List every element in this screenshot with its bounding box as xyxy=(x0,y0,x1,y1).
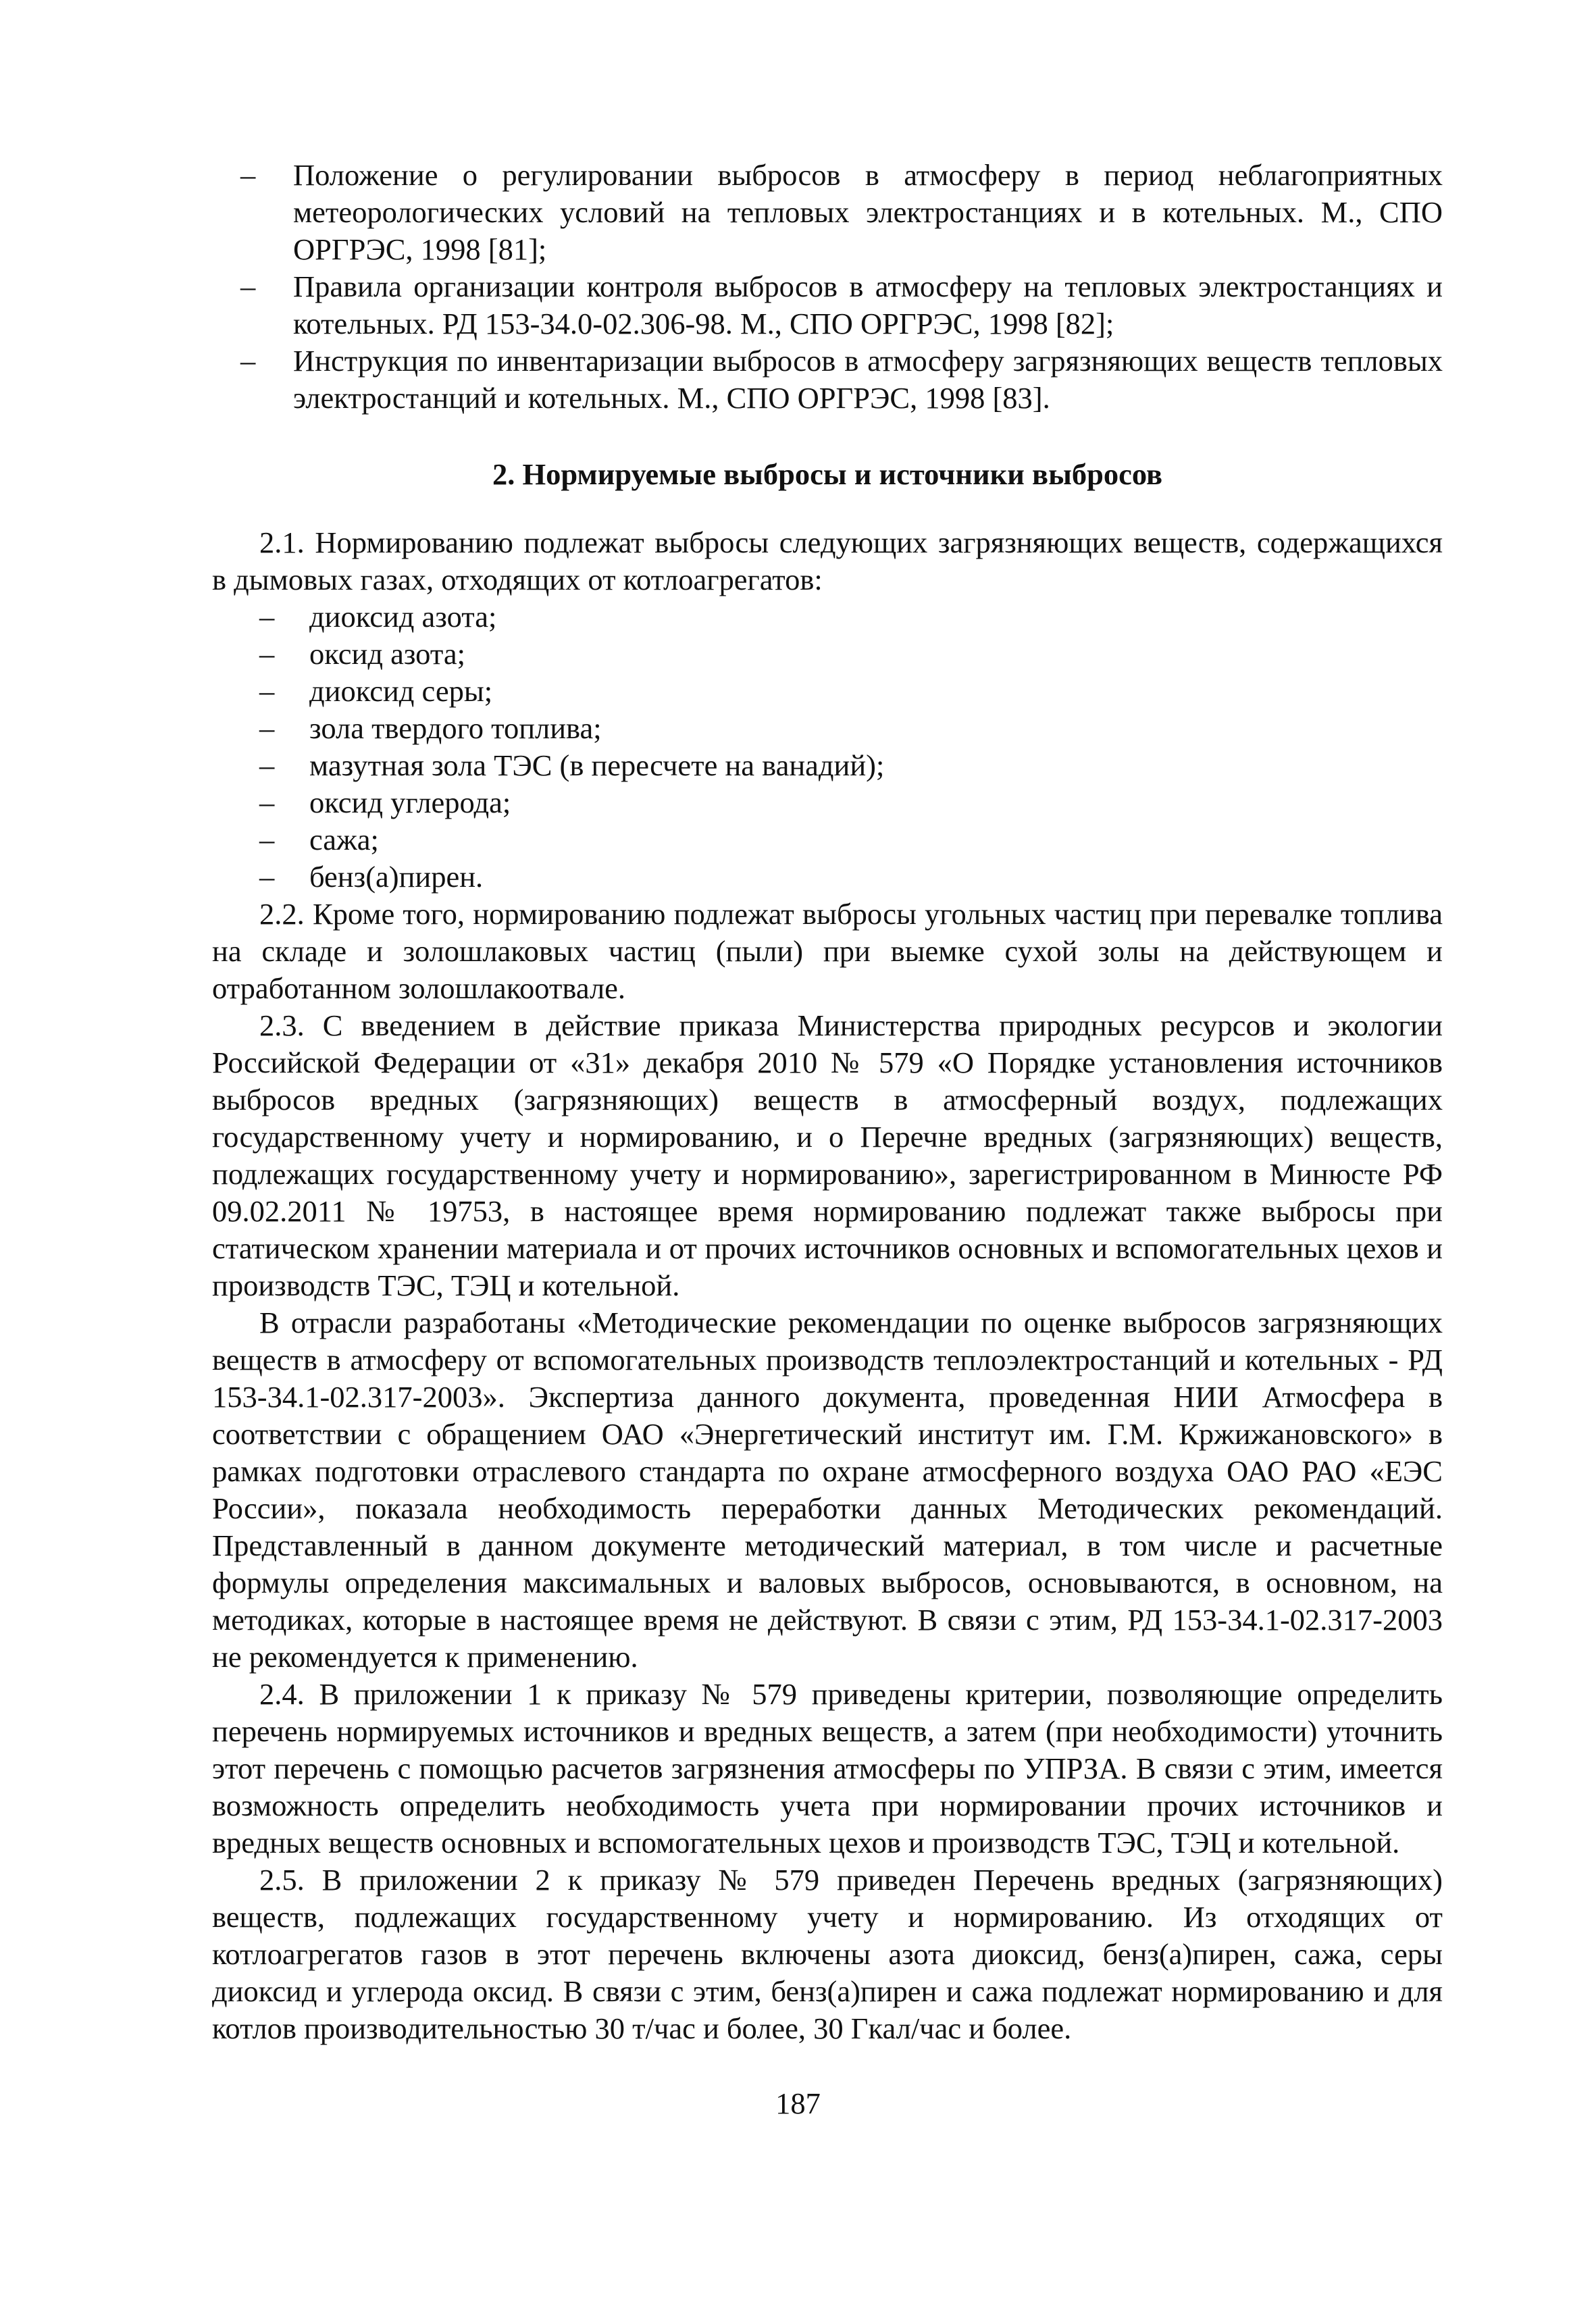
pollutant-item xyxy=(212,784,1443,821)
reference-text: Инструкция по инвентаризации выбросов в атмосферу загрязняющих веществ тепловых электростанций и котельных. М., СПО ОРГРЭС, 1998 [83]. xyxy=(293,344,1443,415)
pollutant-item xyxy=(212,747,1443,784)
list-dash: – xyxy=(259,711,275,745)
list-dash: – xyxy=(240,158,256,192)
list-dash: – xyxy=(259,637,275,671)
section-heading: 2. Нормируемые выбросы и источники выбросов xyxy=(492,457,1162,491)
paragraph-branch-guidelines: В отрасли разработаны «Методические рекомендации по оценке выбросов загрязняющих веществ в атмосферу от вспомогательных производств теплоэлектростанций и котельных - РД 153-34.1-02.317-2003». Экспертиза данного документа, проведенная НИИ Атмосфера в соответствии с обращением ОАО «Энергетический институт им. Г.М. Кржижановского» в рамках подготовки отраслевого стандарта по охране атмосферного воздуха ОАО РАО «ЕЭС России», показала необходимость переработки данных Методических рекомендаций. Представленный в данном документе методический материал, в том числе и расчетные формулы определения максимальных и валовых выбросов, основываются, в основном, на методиках, которые в настоящее время не действуют. В связи с этим, РД 153-34.1-02.317-2003 не рекомендуется к применению. xyxy=(212,1306,1443,1674)
pollutant-text: диоксид азота; xyxy=(309,600,497,634)
reference-item xyxy=(212,157,1443,268)
pollutant-text: зола твердого топлива; xyxy=(309,711,602,745)
page-number: 187 xyxy=(775,2086,821,2120)
document-page xyxy=(212,157,1443,2047)
pollutant-text: бенз(а)пирен. xyxy=(309,860,484,894)
reference-item xyxy=(212,268,1443,342)
reference-text: Положение о регулировании выбросов в атмосферу в период неблагоприятных метеорологических условий на тепловых электростанциях и в котельных. М., СПО ОРГРЭС, 1998 [81]; xyxy=(293,158,1443,266)
pollutant-item xyxy=(212,598,1443,636)
pollutant-text: мазутная зола ТЭС (в пересчете на ванадий); xyxy=(309,748,885,782)
pollutant-item xyxy=(212,858,1443,896)
paragraph-2-3: 2.3. С введением в действие приказа Министерства природных ресурсов и экологии Российской Федерации от «31» декабря 2010 № 579 «О Порядке установления источников выбросов вредных (загрязняющих) веществ в атмосферный воздух, подлежащих государственному учету и нормированию, и о Перечне вредных (загрязняющих) веществ, подлежащих государственному учету и нормированию», зарегистрированном в Минюсте РФ 09.02.2011 № 19753, в настоящее время нормированию подлежат также выбросы при статическом хранении материала и от прочих источников основных и вспомогательных цехов и производств ТЭС, ТЭЦ и котельной. xyxy=(212,1008,1443,1302)
pollutant-text: оксид азота; xyxy=(309,637,465,671)
paragraph-2-5: 2.5. В приложении 2 к приказу № 579 приведен Перечень вредных (загрязняющих) веществ, подлежащих государственному учету и нормированию. Из отходящих от котлоагрегатов газов в этот перечень включены азота диоксид, бенз(а)пирен, сажа, серы диоксид и углерода оксид. В связи с этим, бенз(а)пирен и сажа подлежат нормированию и для котлов производительностью 30 т/час и более, 30 Гкал/час и более. xyxy=(212,1863,1443,2045)
reference-text: Правила организации контроля выбросов в атмосферу на тепловых электростанциях и котельных. РД 153-34.0-02.306-98. М., СПО ОРГРЭС, 1998 [82]; xyxy=(293,269,1443,340)
pollutant-item xyxy=(212,673,1443,710)
list-dash: – xyxy=(259,748,275,782)
reference-item xyxy=(212,342,1443,417)
pollutant-item xyxy=(212,636,1443,673)
list-dash: – xyxy=(259,860,275,894)
pollutant-item xyxy=(212,710,1443,747)
paragraph-2-4: 2.4. В приложении 1 к приказу № 579 приведены критерии, позволяющие определить перечень нормируемых источников и вредных веществ, а затем (при необходимости) уточнить этот перечень с помощью расчетов загрязнения атмосферы по УПРЗА. В связи с этим, имеется возможность определить необходимость учета при нормировании прочих источников и вредных веществ основных и вспомогательных цехов и производств ТЭС, ТЭЦ и котельной. xyxy=(212,1677,1443,1859)
pollutant-text: сажа; xyxy=(309,823,379,856)
list-dash: – xyxy=(259,823,275,856)
list-dash: – xyxy=(240,269,256,303)
list-dash: – xyxy=(259,674,275,708)
paragraph-2-2: 2.2. Кроме того, нормированию подлежат выбросы угольных частиц при перевалке топлива на складе и золошлаковых частиц (пыли) при выемке сухой золы на действующем и отработанном золошлакоотвале. xyxy=(212,897,1443,1005)
list-dash: – xyxy=(259,786,275,819)
list-dash: – xyxy=(240,344,256,378)
list-dash: – xyxy=(259,600,275,634)
pollutant-text: диоксид серы; xyxy=(309,674,493,708)
paragraph-2-1: 2.1. Нормированию подлежат выбросы следующих загрязняющих веществ, содержащихся в дымовых газах, отходящих от котлоагрегатов: xyxy=(212,525,1443,596)
pollutant-text: оксид углерода; xyxy=(309,786,511,819)
pollutant-item xyxy=(212,821,1443,858)
